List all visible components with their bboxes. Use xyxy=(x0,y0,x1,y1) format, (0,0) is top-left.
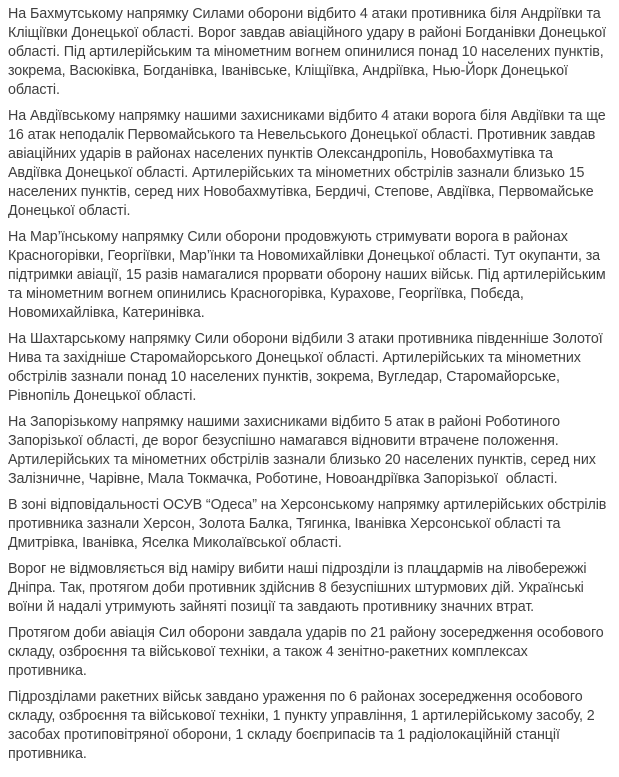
report-paragraph-kherson-direction: В зоні відповідальності ОСУВ “Одеса” на Херсонському напрямку артилерійських обстрілів противника зазнали Херсон, Золота Балка, Тягинка, Іванівка Херсонської області та Дмитрівка, Іванівка, Яселка Миколаївської області. xyxy=(8,497,611,551)
report-paragraph-missile-strikes: Підрозділами ракетних військ завдано ураження по 6 районах зосередження особового складу, озброєння та військової техніки, 1 пункту управління, 1 артилерійському засобу, 2 засобах протиповітряної оборони, 1 складу боєприпасів та 1 радіолокаційній станції противника. xyxy=(8,689,599,762)
report-paragraph-aviation-strikes: Протягом доби авіація Сил оборони завдала ударів по 21 району зосередження особового складу, озброєння та військової техніки, а також 4 зенітно-ракетних комплексах противника. xyxy=(8,625,608,679)
report-paragraph-shakhtarske-direction: На Шахтарському напрямку Сили оборони відбили 3 атаки противника південніше Золотої Нива та західніше Старомайорського Донецької області. Артилерійських та мінометних обстрілів зазнали понад 10 населених пунктів, зокрема, Вугледар, Старомайорське, Рівнопіль Донецької області. xyxy=(8,331,607,404)
report-paragraph-zaporizhzhia-direction: На Запорізькому напрямку нашими захисниками відбито 5 атак в районі Роботиного Запорізької області, де ворог безуспішно намагався відновити втрачене положення. Артилерійських та мінометних обстрілів зазнали близько 20 населених пунктів, серед них Залізничне, Чарівне, Мала Токмачка, Роботине, Новоандріївка Запорізької області. xyxy=(8,414,600,487)
report-paragraph-avdiivka-direction: На Авдіївському напрямку нашими захисниками відбито 4 атаки ворога біля Авдіївки та ще 16 атак неподалік Первомайського та Невельського Донецької області. Противник завдав авіаційних ударів в районах населених пунктів Олександропіль, Новобахмутівка та Авдіївка Донецької області. Артилерійських та мінометних обстрілів зазнали близько 15 населених пунктів, серед них Новобахмутівка, Бердичі, Степове, Авдіївка, Первомайське Донецької області. xyxy=(8,108,610,219)
report-paragraph-bakhmut-direction: На Бахмутському напрямку Силами оборони відбито 4 атаки противника біля Андріївки та Кліщіївки Донецької області. Ворог завдав авіаційного удару в районі Богданівки Донецької області. Під артилерійським та мінометним вогнем опинилися понад 10 населених пунктів, зокрема, Васюківка, Богданівка, Іванівське, Кліщіївка, Андріївка, Нью-Йорк Донецької області. xyxy=(8,6,610,98)
report-paragraph-dnipro-bridgeheads: Ворог не відмовляється від наміру вибити наші підрозділи із плацдармів на лівобережжі Дніпра. Так, протягом доби противник здійснив 8 безуспішних штурмових дій. Українські воїни й надалі утримують зайняті позиції та завдають противнику значних втрат. xyxy=(8,561,591,615)
report-paragraph-marinka-direction: На Мар’їнському напрямку Сили оборони продовжують стримувати ворога в районах Красногорівки, Георгіївки, Мар’їнки та Новомихайлівки Донецької області. Тут окупанти, за підтримки авіації, 15 разів намагалися прорвати оборону наших військ. Під артилерійським та мінометним вогнем опинились Красногорівка, Курахове, Георгіївка, Побєда, Новомихайлівка, Катеринівка. xyxy=(8,229,610,321)
